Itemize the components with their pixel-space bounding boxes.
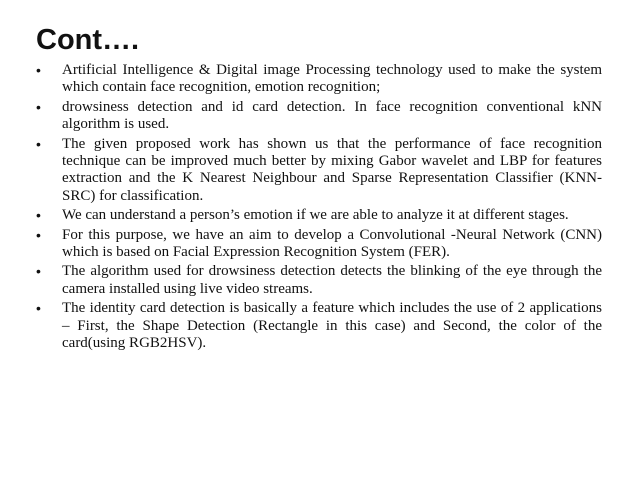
bullet-item (36, 62, 602, 97)
bullet-item (36, 227, 602, 262)
bullet-text: The algorithm used for drowsiness detection detects the blinking of the eye through the camera installed using live video streams. (62, 263, 602, 297)
bullet-text: For this purpose, we have an aim to develop a Convolutional -Neural Network (CNN) which is based on Facial Expression Recognition System (FER). (62, 226, 602, 261)
bullet-text: Artificial Intelligence & Digital image Processing technology used to make the system which contain face recognition, emotion recognition; (62, 62, 602, 96)
bullet-item (36, 99, 602, 134)
bullet-text: The given proposed work has shown us that the performance of face recognition technique can be improved much better by mixing Gabor wavelet and LBP for features extraction and the K Nearest Neighbour and Sparse Representation Classifier (KNN- SRC) for classification. (62, 135, 602, 204)
bullet-text: drowsiness detection and id card detection. In face recognition conventional kNN algorithm is used. (62, 98, 602, 133)
bullet-item (36, 136, 602, 206)
bullet-item (36, 300, 602, 352)
bullet-icon: • (36, 135, 41, 152)
bullet-icon: • (36, 207, 41, 224)
bullet-item (36, 263, 602, 298)
bullet-list (36, 62, 602, 355)
bullet-icon: • (36, 226, 41, 243)
slide-title: Cont…. (36, 24, 140, 56)
bullet-text: We can understand a person’s emotion if we are able to analyze it at different stages. (62, 207, 569, 224)
bullet-item (36, 207, 602, 224)
bullet-icon: • (36, 62, 41, 78)
bullet-text: The identity card detection is basically a feature which includes the use of 2 applications – First, the Shape Detection (Rectangle in this case) and Second, the color of the card(using RGB2HSV). (62, 300, 602, 352)
bullet-icon: • (36, 300, 41, 317)
bullet-icon: • (36, 263, 41, 280)
bullet-icon: • (36, 98, 41, 115)
